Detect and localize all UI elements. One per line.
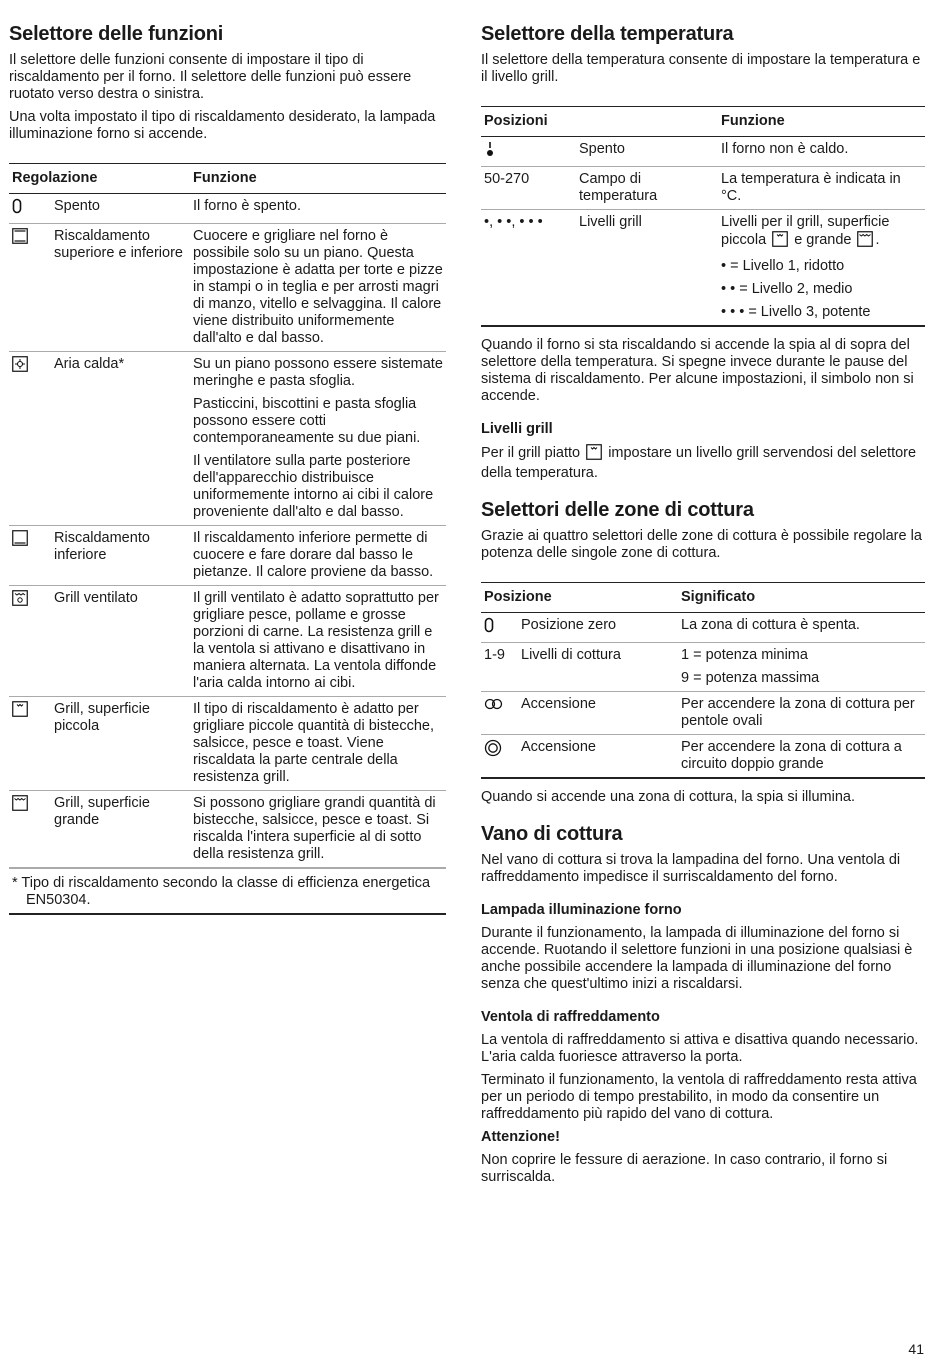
function-text: Il forno non è caldo.	[721, 141, 849, 157]
table-header: Posizione	[481, 583, 678, 613]
position-name: Accensione	[521, 696, 596, 712]
position-value: •, • •, • • •	[484, 214, 543, 230]
setting-label: Riscaldamento inferiore	[54, 530, 150, 563]
table-footnote	[9, 868, 446, 915]
page-number: 41	[908, 1341, 924, 1357]
table-row	[481, 167, 925, 210]
table-row	[9, 586, 446, 697]
table-row	[9, 791, 446, 868]
section-title-function-selector: Selettore delle funzioni	[9, 23, 224, 45]
paragraph: Durante il funzionamento, la lampada di illuminazione del forno si accende. Ruotando il selettore funzioni in una posizione qualsiasi è anche possibile accendere la lampada di illuminazione del forno senza che quest'ultimo inizi a riscaldarsi.	[481, 925, 913, 992]
dual-circuit-icon	[484, 739, 502, 762]
position-name: Campo di temperatura	[579, 171, 658, 204]
table-row	[481, 613, 925, 643]
function-text: e grande	[794, 232, 852, 248]
section-title-oven-cavity: Vano di cottura	[481, 823, 623, 845]
paragraph: Il selettore della temperatura consente di impostare la temperatura e il livello grill.	[481, 52, 921, 85]
oval-zone-icon	[484, 696, 504, 717]
function-text: Su un piano possono essere sistemate meringhe e pasta sfoglia.	[193, 356, 443, 389]
small-grill-icon	[586, 444, 602, 465]
paragraph: Nel vano di cottura si trova la lampadina del forno. Una ventola di raffreddamento impedisce il surriscaldamento del forno.	[481, 852, 901, 885]
function-text: Cuocere e grigliare nel forno è possibile solo su un piano. Questa impostazione è adatta per torte e pizze in stampi o in teglia e per arrosti magri di manzo, vitello e selvaggina. Il calore viene distribuito uniformemente dall'alto e dal basso.	[193, 228, 443, 346]
meaning-text: 9 = potenza massima	[681, 670, 820, 686]
left-column	[9, 22, 446, 915]
paragraph: Quando il forno si sta riscaldando si accende la spia al di sopra del selettore della temperatura. Si spegne invece durante le pause del sistema di riscaldamento. Per alcune impostazioni, il simbolo non si accende.	[481, 337, 914, 404]
table-header: Posizioni	[481, 107, 718, 137]
position-name: Livelli di cottura	[521, 647, 621, 663]
setting-label: Grill ventilato	[54, 590, 138, 606]
position-name: Posizione zero	[521, 617, 617, 633]
table-row	[481, 692, 925, 735]
small-grill-icon	[772, 231, 788, 252]
table-row	[481, 210, 925, 327]
off-position-icon	[484, 141, 496, 162]
section-title-temperature-selector: Selettore della temperatura	[481, 23, 734, 45]
position-name: Accensione	[521, 739, 596, 755]
function-text: Il forno è spento.	[193, 198, 302, 214]
table-row	[9, 697, 446, 791]
paragraph: impostare un livello grill servendosi del selettore della temperatura.	[481, 445, 917, 481]
paragraph: La ventola di raffreddamento si attiva e disattiva quando necessario. L'aria calda fuoriesce attraverso la porta.	[481, 1032, 919, 1065]
paragraph: Il selettore delle funzioni consente di impostare il tipo di riscaldamento per il forno. Il selettore delle funzioni può essere ruotato verso destra o sinistra.	[9, 52, 412, 102]
position-name: Livelli grill	[579, 214, 642, 230]
table-row	[9, 352, 446, 526]
setting-label: Spento	[54, 198, 100, 214]
paragraph: Per il grill piatto	[481, 445, 581, 461]
grill-level-item: • • = Livello 2, medio	[721, 281, 853, 297]
subheading-warning: Attenzione!	[481, 1129, 560, 1145]
setting-label: Grill, superficie piccola	[54, 701, 150, 734]
top-bottom-heat-icon	[12, 228, 28, 249]
zero-position-icon	[12, 198, 22, 219]
table-row	[9, 224, 446, 352]
large-grill-icon	[12, 795, 28, 816]
table-row	[9, 526, 446, 586]
table-row	[9, 194, 446, 224]
function-text: Si possono grigliare grandi quantità di bistecche, salsicce, pesce e toast. Si riscalda l'intera superficie al di sotto della resistenza grill.	[193, 795, 436, 862]
grill-level-item: • = Livello 1, ridotto	[721, 258, 845, 274]
meaning-text: La zona di cottura è spenta.	[681, 617, 860, 633]
subheading-lamp: Lampada illuminazione forno	[481, 902, 682, 918]
function-text: Livelli per il grill, superficie piccola	[721, 214, 890, 248]
zones-table	[481, 582, 925, 779]
function-text: .	[875, 232, 880, 248]
function-text: Il riscaldamento inferiore permette di cuocere e fare dorare dal basso le pietanze. Il calore proviene da basso.	[193, 530, 434, 580]
position-value: 1-9	[484, 647, 505, 663]
bottom-heat-icon	[12, 530, 28, 551]
function-text: Il ventilatore sulla parte posteriore dell'apparecchio distribuisce uniformemente intorno ai cibi il calore proveniente dall'alto e dal basso.	[193, 453, 434, 520]
meaning-text: 1 = potenza minima	[681, 647, 808, 663]
table-header: Regolazione	[9, 164, 190, 194]
paragraph: Grazie ai quattro selettori delle zone di cottura è possibile regolare la potenza delle singole zone di cottura.	[481, 528, 922, 561]
meaning-text: Per accendere la zona di cottura per pentole ovali	[681, 696, 915, 729]
setting-label: Aria calda*	[54, 356, 125, 372]
table-row	[481, 643, 925, 692]
subheading-cooling-fan: Ventola di raffreddamento	[481, 1009, 660, 1025]
function-text: Il grill ventilato è adatto soprattutto per grigliare pesce, pollame e grosse porzioni di carne. La resistenza grill e la ventola si attivano e disattivano in maniera alternata. La ventola diffonde l'aria calda intorno ai cibi.	[193, 590, 439, 691]
large-grill-icon	[857, 231, 873, 252]
hot-air-icon	[12, 356, 28, 377]
setting-label: Grill, superficie grande	[54, 795, 150, 828]
small-grill-icon	[12, 701, 28, 722]
meaning-text: Per accendere la zona di cottura a circuito doppio grande	[681, 739, 902, 772]
paragraph: Quando si accende una zona di cottura, la spia si illumina.	[481, 789, 855, 805]
table-header: Funzione	[190, 164, 446, 194]
position-value: 50-270	[484, 171, 530, 187]
paragraph: Terminato il funzionamento, la ventola di raffreddamento resta attiva per un periodo di tempo prestabilito, in modo da consentire un raffreddamento più rapido del vano di cottura.	[481, 1072, 917, 1122]
function-table	[9, 163, 446, 868]
setting-label: Riscaldamento superiore e inferiore	[54, 228, 183, 261]
function-text: La temperatura è indicata in °C.	[721, 171, 901, 204]
function-text: Il tipo di riscaldamento è adatto per grigliare piccole quantità di bistecche, salsicce, pesce e toast. Viene riscaldata la parte centrale della resistenza grill.	[193, 701, 434, 785]
table-row	[481, 735, 925, 779]
footnote-text: * Tipo di riscaldamento secondo la classe di efficienza energetica EN50304.	[12, 875, 431, 908]
position-name: Spento	[579, 141, 625, 157]
paragraph: Non coprire le fessure di aerazione. In caso contrario, il forno si surriscalda.	[481, 1152, 888, 1185]
right-column	[481, 22, 925, 1192]
section-title-zone-selectors: Selettori delle zone di cottura	[481, 499, 754, 521]
table-header: Significato	[678, 583, 925, 613]
paragraph: Una volta impostato il tipo di riscaldamento desiderato, la lampada illuminazione forno si accende.	[9, 109, 436, 142]
fan-grill-icon	[12, 590, 28, 611]
function-text: Pasticcini, biscottini e pasta sfoglia possono essere cotti contemporaneamente su due piani.	[193, 396, 421, 446]
temperature-table	[481, 106, 925, 327]
grill-level-item: • • • = Livello 3, potente	[721, 304, 871, 320]
table-header: Funzione	[718, 107, 925, 137]
subheading-grill-levels: Livelli grill	[481, 421, 553, 437]
zero-position-icon	[484, 617, 494, 638]
table-row	[481, 137, 925, 167]
